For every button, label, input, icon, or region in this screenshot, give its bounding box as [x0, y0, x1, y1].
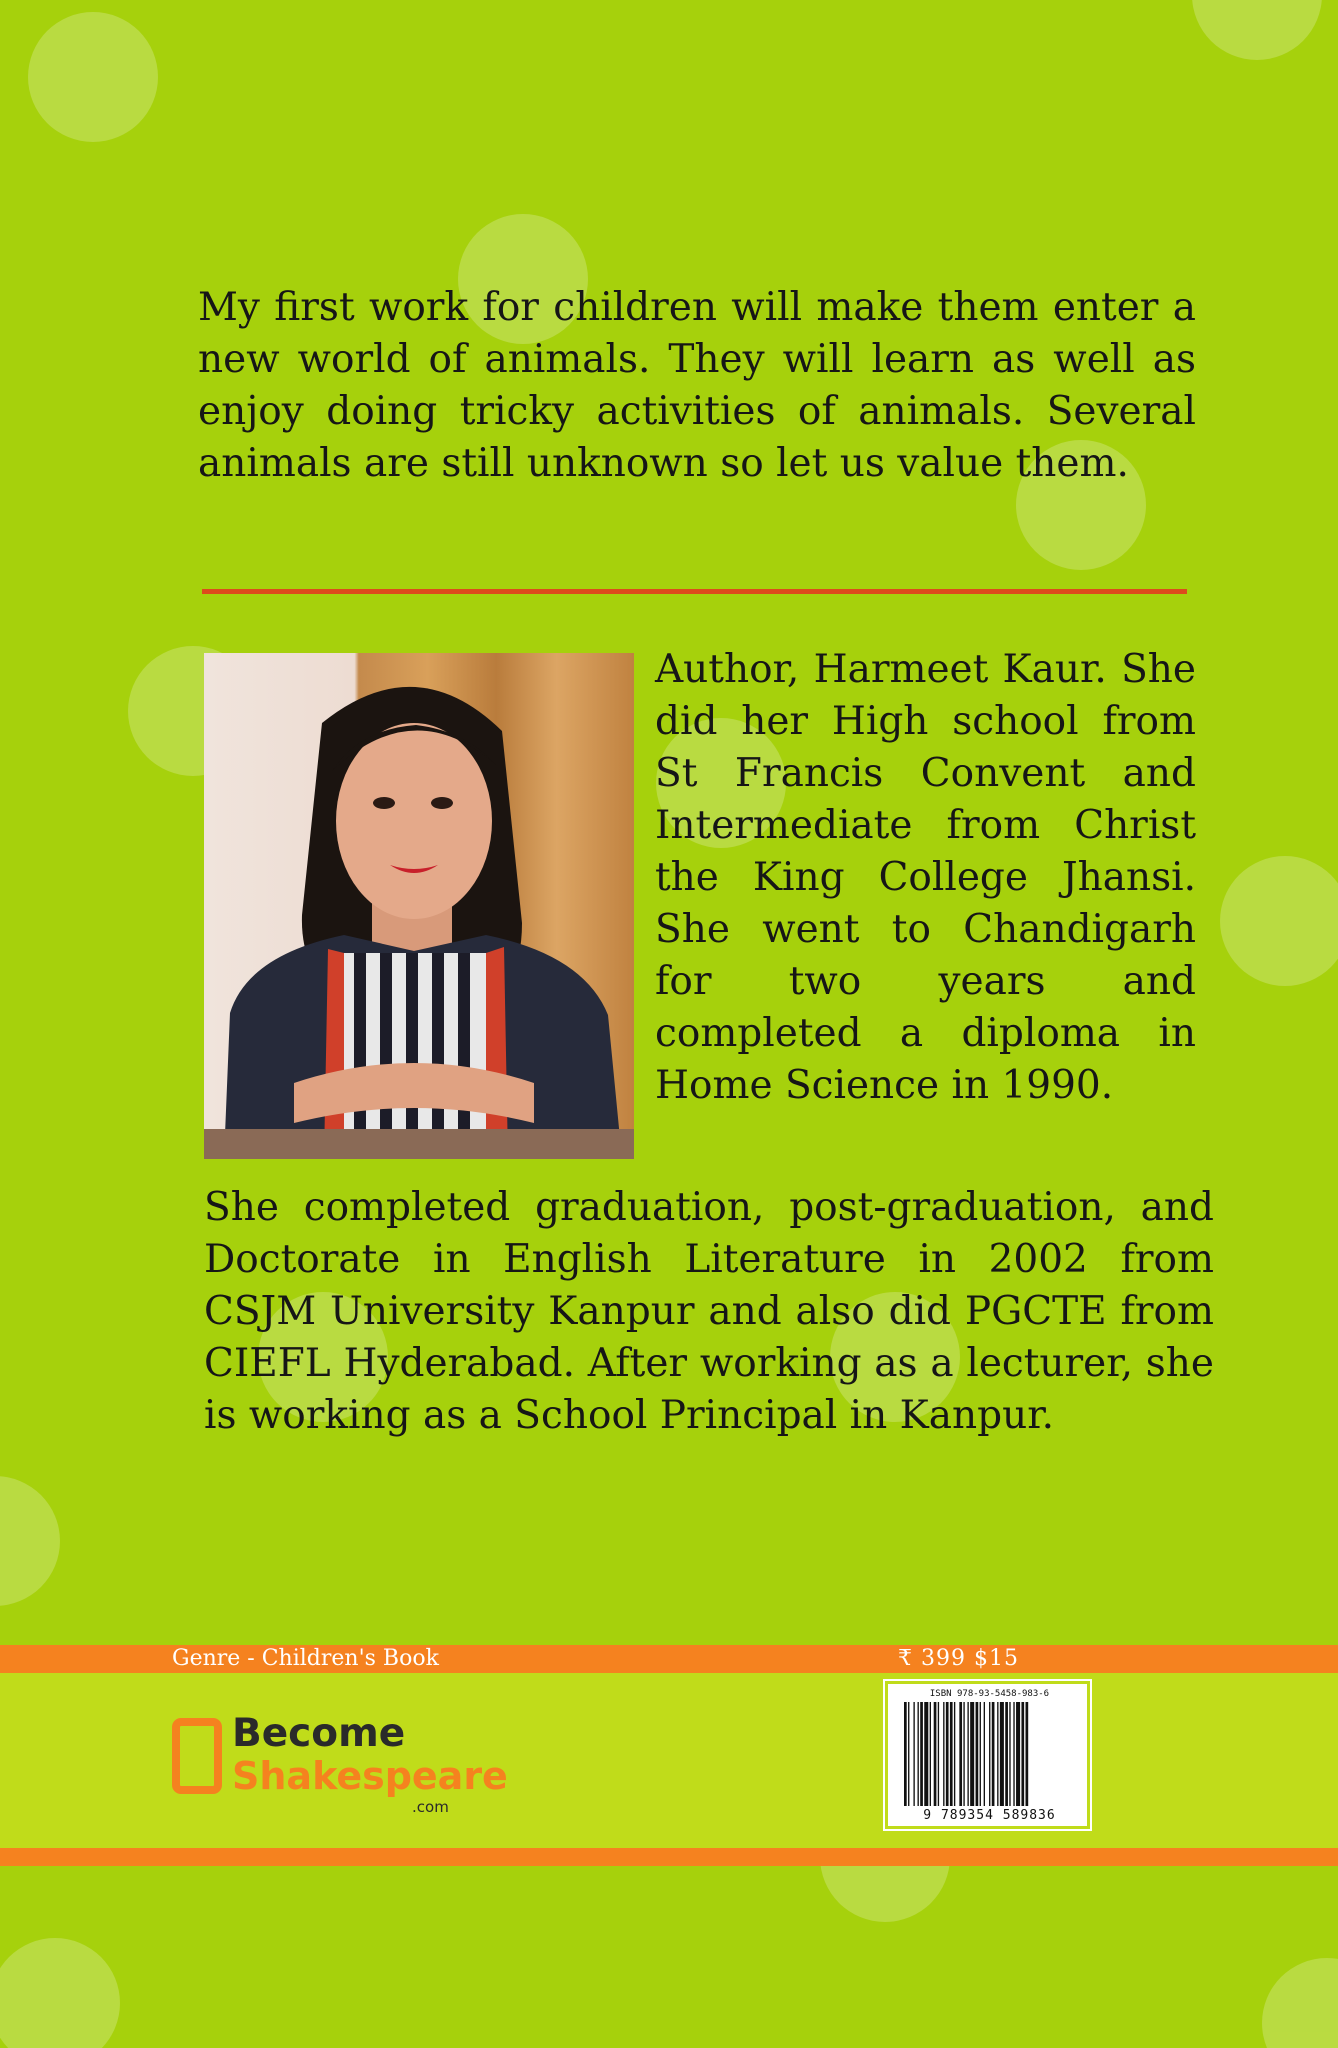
isbn-barcode: [888, 1684, 1087, 1826]
decorative-circle: [1192, 0, 1322, 60]
author-photo: [204, 653, 634, 1159]
publisher-logo-suffix: .com: [412, 1798, 449, 1816]
barcode-bars-icon: [904, 1702, 1075, 1806]
genre-label: Genre - Children's Book: [172, 1646, 439, 1671]
price-label: ₹ 399 $15: [898, 1646, 1019, 1671]
author-bio-beside-photo: Author, Harmeet Kaur. She did her High school from St Francis Convent and Intermediate from Christ the King College Jhansi. She went to Chandigarh for two years and completed a diploma in Home Science in 1990.: [655, 647, 1196, 1108]
decorative-circle: [28, 12, 158, 142]
divider-line: [202, 589, 1187, 594]
decorative-circle: [0, 1476, 60, 1606]
decorative-circle: [1262, 1958, 1338, 2048]
author-portrait: [204, 653, 634, 1159]
barcode-number: 9 789354 589836: [923, 1808, 1056, 1823]
decorative-circle: [1220, 856, 1338, 986]
publisher-logo-icon: [172, 1718, 222, 1794]
publisher-logo-line1: Become: [232, 1711, 406, 1756]
isbn-label: ISBN 978-93-5458-983-6: [929, 1689, 1050, 1699]
footer-bottom-band: [0, 1848, 1338, 1866]
author-bio-continued: She completed graduation, post-graduation, and Doctorate in English Literature in 2002 from CSJM University Kanpur and also did PGCTE from CIEFL Hyderabad. After working as a lecturer, she is working as a School Principal in Kanpur.: [204, 1185, 1214, 1438]
publisher-logo-line2: Shakespeare: [232, 1754, 508, 1798]
book-blurb: My first work for children will make them enter a new world of animals. They will learn as well as enjoy doing tricky activities of animals. Several animals are still unknown so let us value them.: [198, 285, 1196, 486]
decorative-circle: [0, 1938, 120, 2048]
